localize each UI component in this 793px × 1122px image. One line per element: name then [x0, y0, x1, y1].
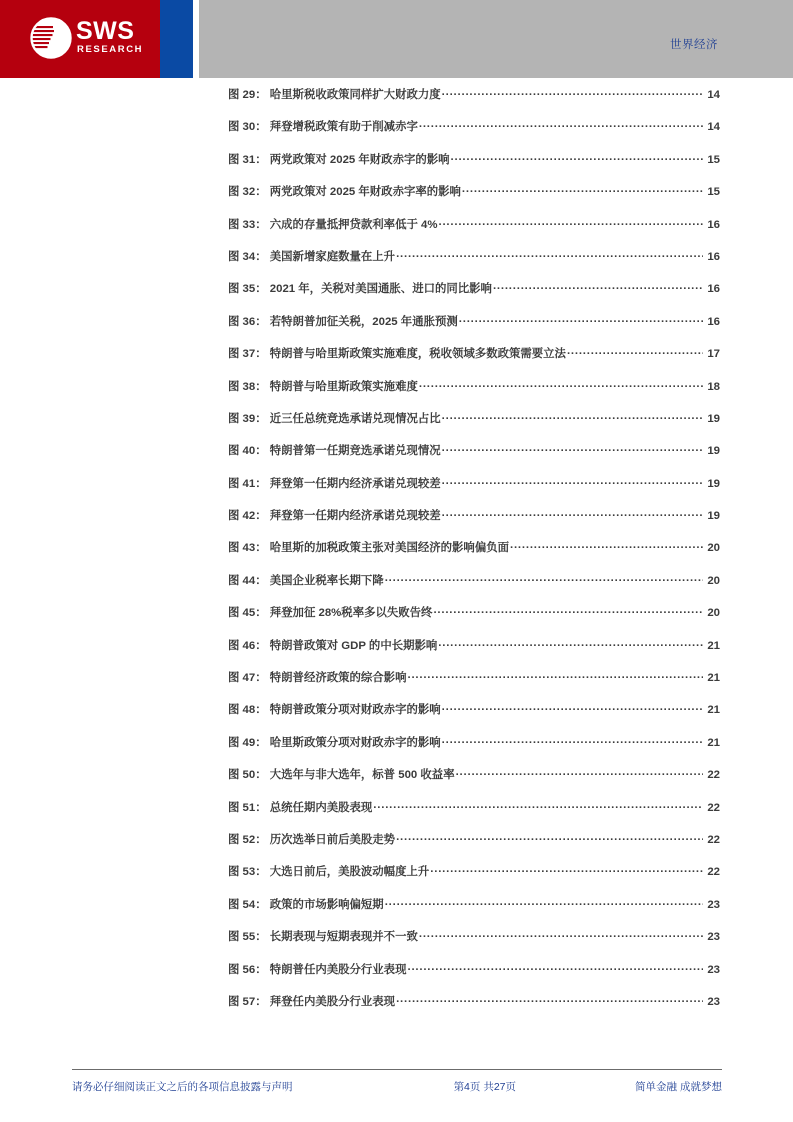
figure-list-item[interactable]: [228, 86, 720, 118]
figure-list-item-label: 图 49： 哈里斯政策分项对财政赤字的影响: [228, 736, 441, 749]
figure-list-item[interactable]: [228, 896, 720, 928]
figure-list-item-label: 图 54： 政策的市场影响偏短期: [228, 898, 384, 911]
figure-list-item[interactable]: [228, 475, 720, 507]
dot-leader: [407, 961, 703, 972]
figure-list-item-page: 23: [707, 995, 720, 1008]
figure-list-item-page: 21: [707, 704, 720, 717]
dot-leader: [373, 799, 703, 810]
figure-list-item-page: 17: [707, 348, 720, 361]
figure-list-item-label: 图 53： 大选日前后，美股波动幅度上升: [228, 866, 430, 879]
figure-list-item-label: 图 41： 拜登第一任期内经济承诺兑现较差: [228, 477, 441, 490]
figure-list-item[interactable]: [228, 961, 720, 993]
dot-leader: [567, 346, 703, 357]
figure-list-item-page: 15: [707, 153, 720, 166]
figure-list-item[interactable]: [228, 572, 720, 604]
footer-divider: [72, 1069, 722, 1070]
figure-list-item-label: 图 34： 美国新增家庭数量在上升: [228, 250, 396, 263]
dot-leader: [439, 216, 704, 227]
figure-list-item[interactable]: [228, 507, 720, 539]
page-footer: [72, 1069, 722, 1094]
figure-list-item-page: 19: [707, 510, 720, 523]
dot-leader: [442, 443, 703, 454]
figure-list-item-page: 21: [707, 736, 720, 749]
dot-leader: [442, 475, 703, 486]
figure-list-item-page: 18: [707, 380, 720, 393]
figure-list-item-label: 图 33： 六成的存量抵押贷款利率低于 4%: [228, 218, 438, 231]
figure-list-item-page: 20: [707, 574, 720, 587]
dot-leader: [396, 832, 703, 843]
figure-list-item[interactable]: [228, 993, 720, 1025]
figure-list-item-page: 19: [707, 412, 720, 425]
dot-leader: [396, 249, 703, 260]
figure-list-item-label: 图 35： 2021 年，关税对美国通胀、进口的同比影响: [228, 283, 492, 296]
page-header: [0, 0, 793, 78]
figure-list-item[interactable]: [228, 604, 720, 636]
figure-list-item-label: 图 50： 大选年与非大选年，标普 500 收益率: [228, 769, 455, 782]
dot-leader: [430, 864, 703, 875]
figure-list-item-label: 图 39： 近三任总统竞选承诺兑现情况占比: [228, 412, 441, 425]
dot-leader: [438, 637, 703, 648]
figure-list-item[interactable]: [228, 118, 720, 150]
dot-leader: [456, 767, 703, 778]
figure-list-item[interactable]: [228, 669, 720, 701]
figure-list-item-label: 图 29： 哈里斯税收政策同样扩大财政力度: [228, 89, 441, 101]
footer-disclaimer: 请务必仔细阅读正文之后的各项信息披露与声明: [72, 1081, 293, 1093]
figure-list-item[interactable]: [228, 248, 720, 280]
figure-list-item[interactable]: [228, 734, 720, 766]
dot-leader: [451, 151, 703, 162]
figure-list-item-label: 图 40： 特朗普第一任期竞选承诺兑现情况: [228, 445, 441, 458]
figure-list-item-page: 20: [707, 607, 720, 620]
figure-list-item-label: 图 55： 长期表现与短期表现并不一致: [228, 931, 418, 944]
footer-pagination: 第4页 共27页: [453, 1081, 516, 1093]
sws-globe-icon: [30, 17, 72, 59]
figure-list-item-label: 图 52： 历次选举日前后美股走势: [228, 833, 396, 846]
figure-list-item-page: 22: [707, 801, 720, 814]
figure-list-item[interactable]: [228, 442, 720, 474]
figure-list-item-page: 23: [707, 931, 720, 944]
figure-list-item-label: 图 42： 拜登第一任期内经济承诺兑现较差: [228, 510, 441, 523]
figure-list-item-page: 15: [707, 186, 720, 199]
figure-list-item[interactable]: [228, 183, 720, 215]
figure-list-item-label: 图 57： 拜登任内美股分行业表现: [228, 995, 396, 1008]
figure-list-item-page: 21: [707, 672, 720, 685]
figure-list: [228, 86, 720, 1025]
dot-leader: [442, 411, 703, 422]
figure-list-item-page: 22: [707, 866, 720, 879]
figure-list-item[interactable]: [228, 637, 720, 669]
dot-leader: [462, 184, 703, 195]
figure-list-item-label: 图 43： 哈里斯的加税政策主张对美国经济的影响偏负面: [228, 542, 509, 555]
figure-list-item-page: 16: [707, 218, 720, 231]
figure-list-item-label: 图 30： 拜登增税政策有助于削减赤字: [228, 121, 418, 134]
dot-leader: [510, 540, 703, 551]
figure-list-item-page: 19: [707, 477, 720, 490]
figure-list-item[interactable]: [228, 345, 720, 377]
figure-list-item[interactable]: [228, 701, 720, 733]
figure-list-item[interactable]: [228, 280, 720, 312]
figure-list-item-label: 图 47： 特朗普经济政策的综合影响: [228, 672, 407, 685]
figure-list-item-page: 22: [707, 833, 720, 846]
figure-list-item-label: 图 44： 美国企业税率长期下降: [228, 574, 384, 587]
dot-leader: [442, 87, 703, 98]
figure-list-item-page: 16: [707, 250, 720, 263]
figure-list-item[interactable]: [228, 313, 720, 345]
figure-list-item[interactable]: [228, 766, 720, 798]
figure-list-item[interactable]: [228, 863, 720, 895]
dot-leader: [493, 281, 703, 292]
figure-list-item-page: 14: [707, 89, 720, 101]
figure-list-item-page: 16: [707, 315, 720, 328]
figure-list-item-page: 14: [707, 121, 720, 134]
dot-leader: [459, 313, 703, 324]
dot-leader: [407, 670, 703, 681]
dot-leader: [442, 702, 703, 713]
dot-leader: [419, 929, 703, 940]
sws-logo-text: SWS: [76, 17, 135, 45]
figure-list-item-label: 图 48： 特朗普政策分项对财政赤字的影响: [228, 704, 441, 717]
figure-list-item[interactable]: [228, 831, 720, 863]
figure-list-item-label: 图 51： 总统任期内美股表现: [228, 801, 373, 814]
figure-list-item-page: 22: [707, 769, 720, 782]
dot-leader: [385, 572, 703, 583]
figure-list-item-label: 图 32： 两党政策对 2025 年财政赤字率的影响: [228, 186, 461, 199]
figure-list-item-page: 21: [707, 639, 720, 652]
footer-slogan: 简单金融 成就梦想: [635, 1081, 722, 1093]
figure-list-item-label: 图 46： 特朗普政策对 GDP 的中长期影响: [228, 639, 438, 652]
figure-list-item-label: 图 56： 特朗普任内美股分行业表现: [228, 963, 407, 976]
figure-list-item-page: 19: [707, 445, 720, 458]
figure-list-item-label: 图 37： 特朗普与哈里斯政策实施难度，税收领域多数政策需要立法: [228, 348, 566, 361]
figure-list-item-label: 图 45： 拜登加征 28%税率多以失败告终: [228, 607, 433, 620]
dot-leader: [433, 605, 703, 616]
dot-leader: [419, 378, 703, 389]
dot-leader: [385, 896, 703, 907]
sws-research-logo: [30, 16, 150, 62]
figure-list-item[interactable]: [228, 216, 720, 248]
dot-leader: [419, 119, 703, 130]
figure-list-item-label: 图 36： 若特朗普加征关税，2025 年通胀预测: [228, 315, 458, 328]
figure-list-item-label: 图 31： 两党政策对 2025 年财政赤字的影响: [228, 153, 450, 166]
dot-leader: [396, 994, 703, 1005]
figure-list-item[interactable]: [228, 799, 720, 831]
figure-list-item[interactable]: [228, 539, 720, 571]
figure-list-item-page: 16: [707, 283, 720, 296]
figure-list-item[interactable]: [228, 151, 720, 183]
sws-logo-subtext: RESEARCH: [77, 44, 144, 55]
figure-list-item-page: 20: [707, 542, 720, 555]
figure-list-item-page: 23: [707, 898, 720, 911]
header-blue-band: [160, 0, 193, 78]
figure-list-item[interactable]: [228, 378, 720, 410]
figure-list-item-label: 图 38： 特朗普与哈里斯政策实施难度: [228, 380, 418, 393]
header-section-title: 世界经济: [670, 39, 718, 51]
figure-list-item[interactable]: [228, 410, 720, 442]
dot-leader: [442, 508, 703, 519]
figure-list-item[interactable]: [228, 928, 720, 960]
dot-leader: [442, 734, 703, 745]
figure-list-item-page: 23: [707, 963, 720, 976]
